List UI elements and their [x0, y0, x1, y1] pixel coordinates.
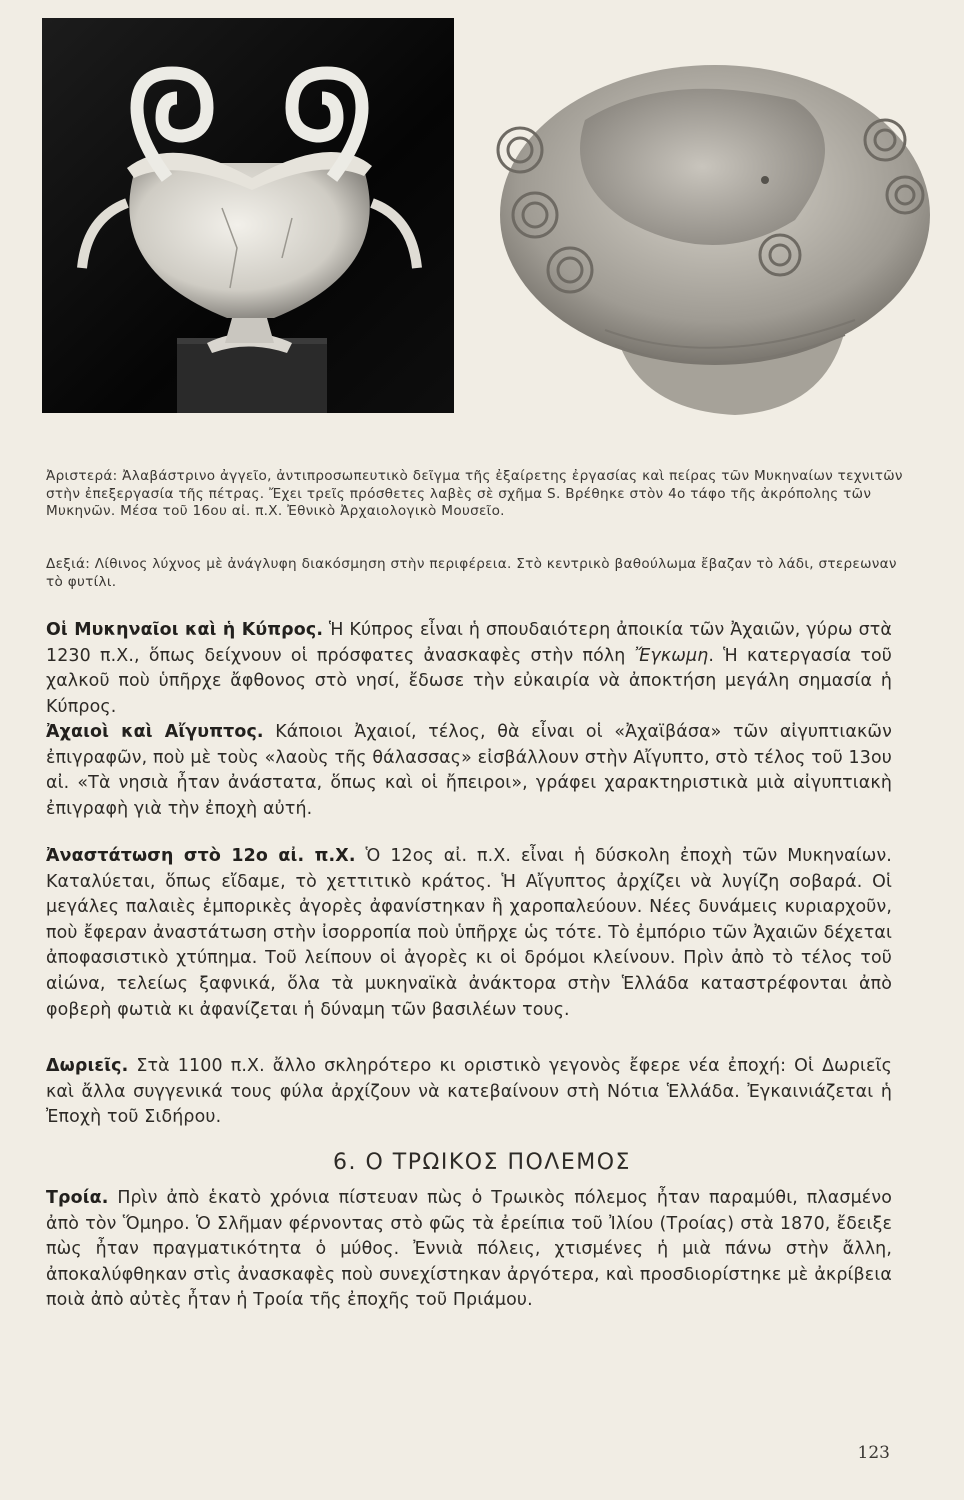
alabaster-vase-photo [42, 18, 454, 413]
paragraph-turmoil-12th-century [46, 844, 892, 1023]
section-title: 6. Ο ΤΡΩΙΚΟΣ ΠΟΛΕΜΟΣ [333, 1150, 631, 1175]
paragraph-heading: Δωριεῖς. [46, 1056, 129, 1076]
paragraph-text: Πρὶν ἀπὸ ἑκατὸ χρόνια πίστευαν πὼς ὁ Τρωικὸς πόλεμος ἦταν παραμύθι, πλασμένο ἀπὸ τὸν Ὅμηρο. Ὁ Σλῆμαν φέρνοντας στὸ φῶς τὰ ἐρείπια τοῦ Ἰλίου (Τροίας) στὰ 1870, ἔδειξε πὼς ἦταν πραγματικότητα ὁ μύθος. Ἐννιὰ πόλεις, χτισμένες ἡ μιὰ πάνω στὴν ἄλλη, ἀποκαλύφθηκαν στὶς ἀνασκαφὲς ποὺ συνεχίστηκαν ἀργότερα, καὶ προσδιορίστηκε μὲ ἀκρίβεια ποιὰ ἀπὸ αὐτὲς ἦταν ἡ Τροία τῆς ἐποχῆς τοῦ Πριάμου. [46, 1188, 892, 1311]
paragraph-mycenaeans-cyprus [46, 618, 892, 720]
paragraph-achaeans-egypt [46, 720, 892, 822]
paragraph-text: Ὁ 12ος αἰ. π.Χ. εἶναι ἡ δύσκολη ἐποχὴ τῶν Μυκηναίων. Καταλύεται, ὅπως εἴδαμε, τὸ χεττιτικὸ κράτος. Ἡ Αἴγυπτος ἀρχίζει νὰ λυγίζη σοβαρά. Οἱ μεγάλες παλαιὲς ἐμπορικὲς ἀγορὲς ἀφανίστηκαν ἢ χαροπαλεύουν. Νέες δυνάμεις κυριαρχοῦν, ποὺ ἔφεραν ἀναστάτωση στὴν ἰσορροπία ποὺ ὑπῆρχε ὡς τότε. Τὸ ἐμπόριο τῶν Ἀχαιῶν δέχεται ἀποφασιστικὸ χτύπημα. Τοῦ λείπουν οἱ ἀγορὲς κι οἱ δρόμοι κλείνουν. Πρὶν ἀπὸ τὸ τέλος τοῦ αἰώνα, τελείως ξαφνικά, ὅλα τὰ μυκηναϊκὰ ἀνάκτορα στὴν Ἑλλάδα καταστρέφονται ἀπὸ φοβερὴ φωτιὰ κι ἀφανίζεται ἡ δύναμη τῶν βασιλέων τους. [46, 846, 892, 1020]
paragraph-text: . Ἡ κατεργασία τοῦ χαλκοῦ ποὺ ὑπῆρχε ἄφθονος στὸ νησί, ἔδωσε τὴν εὐκαιρία νὰ ἀποκτήση μεγάλη σημασία ἡ Κύπρος. [46, 645, 892, 717]
caption-right-lamp: Δεξιά: Λίθινος λύχνος μὲ ἀνάγλυφη διακόσμηση στὴν περιφέρεια. Στὸ κεντρικὸ βαθούλωμα ἔβαζαν τὸ λάδι, στερεωναν τὸ φυτίλι. [46, 556, 897, 590]
paragraph-heading: Ἀναστάτωση στὸ 12ο αἰ. π.Χ. [46, 846, 356, 866]
paragraph-text: Στὰ 1100 π.Χ. ἄλλο σκληρότερο κι οριστικὸ γεγονὸς ἔφερε νέα ἐποχή: Οἱ Δωριεῖς καὶ ἄλλα συγγενικά τους φύλα ἀρχίζουν νὰ κατεβαίνουν στὴ Νότια Ἑλλάδα. Ἐγκαινιάζεται ἡ Ἐποχὴ τοῦ Σιδήρου. [46, 1056, 892, 1128]
paragraph-heading: Οἱ Μυκηναῖοι καὶ ἡ Κύπρος. [46, 620, 324, 640]
paragraph-text: Ἡ Κύπρος εἶναι ἡ σπουδαιότερη ἀποικία τῶν Ἀχαιῶν, γύρω στὰ 1230 π.Χ., ὅπως δείχνουν οἱ πρόσφατες ἀνασκαφὲς στὴν πόλη [46, 620, 892, 666]
paragraph-heading: Ἀχαιοὶ καὶ Αἴγυπτος. [46, 722, 264, 742]
paragraph-heading: Τροία. [46, 1188, 109, 1208]
paragraph-text: Κάποιοι Ἀχαιοί, τέλος, θὰ εἶναι οἱ «Ἀχαϊβάσα» τῶν αἰγυπτιακῶν ἐπιγραφῶν, ποὺ μὲ τοὺς «λαοὺς τῆς θάλασσας» εἰσβάλλουν στὴν Αἴγυπτο, στὸ τέλος τοῦ 13ου αἰ. «Τὰ νησιὰ ἦταν ἀνάστατα, ὅπως καὶ οἱ ἤπειροι», γράφει χαρακτηριστικὰ μιὰ αἰγυπτιακὴ ἐπιγραφὴ γιὰ τὴν ἐποχὴ αὐτή. [46, 722, 892, 819]
place-name: Ἔγκωμη [634, 645, 709, 666]
stone-lamp-photo [465, 30, 945, 430]
paragraph-troy [46, 1186, 892, 1314]
paragraph-dorians [46, 1054, 892, 1131]
caption-left-vase: Ἀριστερά: Ἀλαβάστρινο ἀγγεῖο, ἀντιπροσωπευτικὸ δεῖγμα τῆς ἐξαίρετης ἐργασίας καὶ πείρας τῶν Μυκηναίων τεχνιτῶν στὴν ἐπεξεργασία τῆς πέτρας. Ἔχει τρεῖς πρόσθετες λαβὲς σὲ σχῆμα S. Βρέθηκε στὸν 4ο τάφο τῆς ἀκρόπολης τῶν Μυκηνῶν. Μέσα τοῦ 16ου αἰ. π.Χ. Ἐθνικὸ Ἀρχαιολογικὸ Μουσεῖο. [46, 468, 903, 520]
page-number: 123 [857, 1443, 890, 1463]
